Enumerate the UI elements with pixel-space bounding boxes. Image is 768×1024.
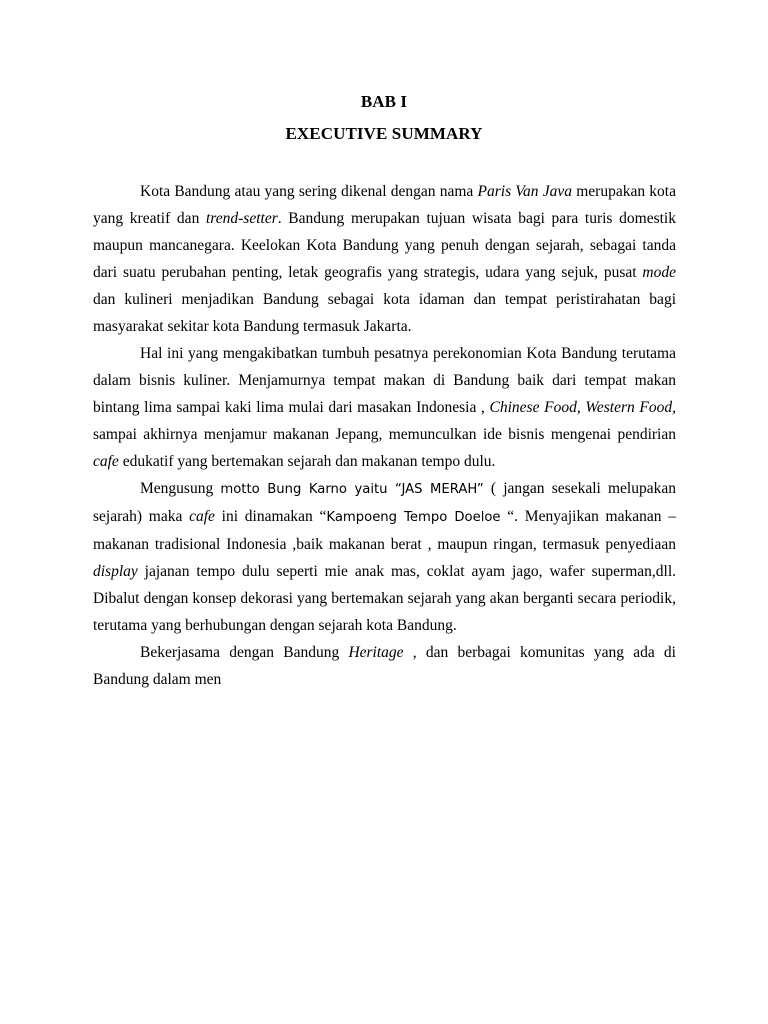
italic-run: Chinese Food, Western Food,	[489, 399, 676, 416]
text-run: Kota Bandung atau yang sering dikenal dengan nama	[140, 183, 478, 200]
paragraph-concept	[93, 475, 676, 639]
text-run: merupakan kota yang kreatif dan	[93, 183, 676, 227]
text-run: “. Menyajikan makanan – makanan tradisional Indonesia ,baik makanan berat , maupun ringan, termasuk penyediaan	[93, 508, 676, 553]
text-run: . Bandung merupakan tujuan wisata bagi para turis domestik maupun mancanegara. Keelokan Kota Bandung yang penuh dengan sejarah, sebagai tanda dari suatu perubahan penting, letak geografis yang strategis, udara yang sejuk, pusat	[93, 210, 676, 281]
cafe-name-run: Kampoeng Tempo Doeloe	[326, 510, 501, 525]
italic-run: cafe	[93, 453, 119, 470]
document-body	[93, 178, 676, 693]
text-run: Bekerjasama dengan Bandung	[140, 644, 349, 661]
italic-run: cafe	[189, 508, 215, 525]
paragraph-intro	[93, 178, 676, 340]
text-run: jajanan tempo dulu seperti mie anak mas, coklat ayam jago, wafer superman,dll. Dibalut dengan konsep dekorasi yang bertemakan sejarah yang akan berganti secara periodik, terutama yang berhubungan dengan sejarah kota Bandung.	[93, 563, 676, 634]
text-run: Mengusung	[140, 480, 221, 497]
paragraph-economy	[93, 340, 676, 475]
italic-run: trend-setter	[206, 210, 278, 227]
paragraph-partnership	[93, 639, 676, 693]
chapter-heading: BAB I	[360, 92, 408, 111]
text-run: Hal ini yang mengakibatkan tumbuh pesatnya perekonomian Kota Bandung terutama dalam bisnis kuliner. Menjamurnya tempat makan di Bandung baik dari tempat makan bintang lima sampai kaki lima mulai dari masakan Indonesia ,	[93, 345, 676, 416]
text-run: ini dinamakan “	[214, 508, 327, 525]
italic-run: Paris Van Java	[477, 183, 573, 200]
text-run: sampai akhirnya menjamur makanan Jepang, memunculkan ide bisnis mengenai pendirian	[93, 426, 676, 443]
document-title: EXECUTIVE SUMMARY	[285, 124, 483, 143]
motto-run: motto Bung Karno yaitu “JAS MERAH”	[220, 482, 484, 497]
italic-run: display	[93, 563, 138, 580]
italic-run: Heritage	[348, 644, 404, 661]
text-run: dan kulineri menjadikan Bandung sebagai kota idaman dan tempat peristirahatan bagi masyarakat sekitar kota Bandung termasuk Jakarta.	[93, 291, 676, 335]
text-run: ( jangan sesekali melupakan sejarah) maka	[93, 480, 676, 525]
text-run: , dan berbagai komunitas yang ada di Bandung dalam men	[93, 644, 676, 688]
text-run: edukatif yang bertemakan sejarah dan makanan tempo dulu.	[118, 453, 496, 470]
italic-run: mode	[642, 264, 676, 281]
